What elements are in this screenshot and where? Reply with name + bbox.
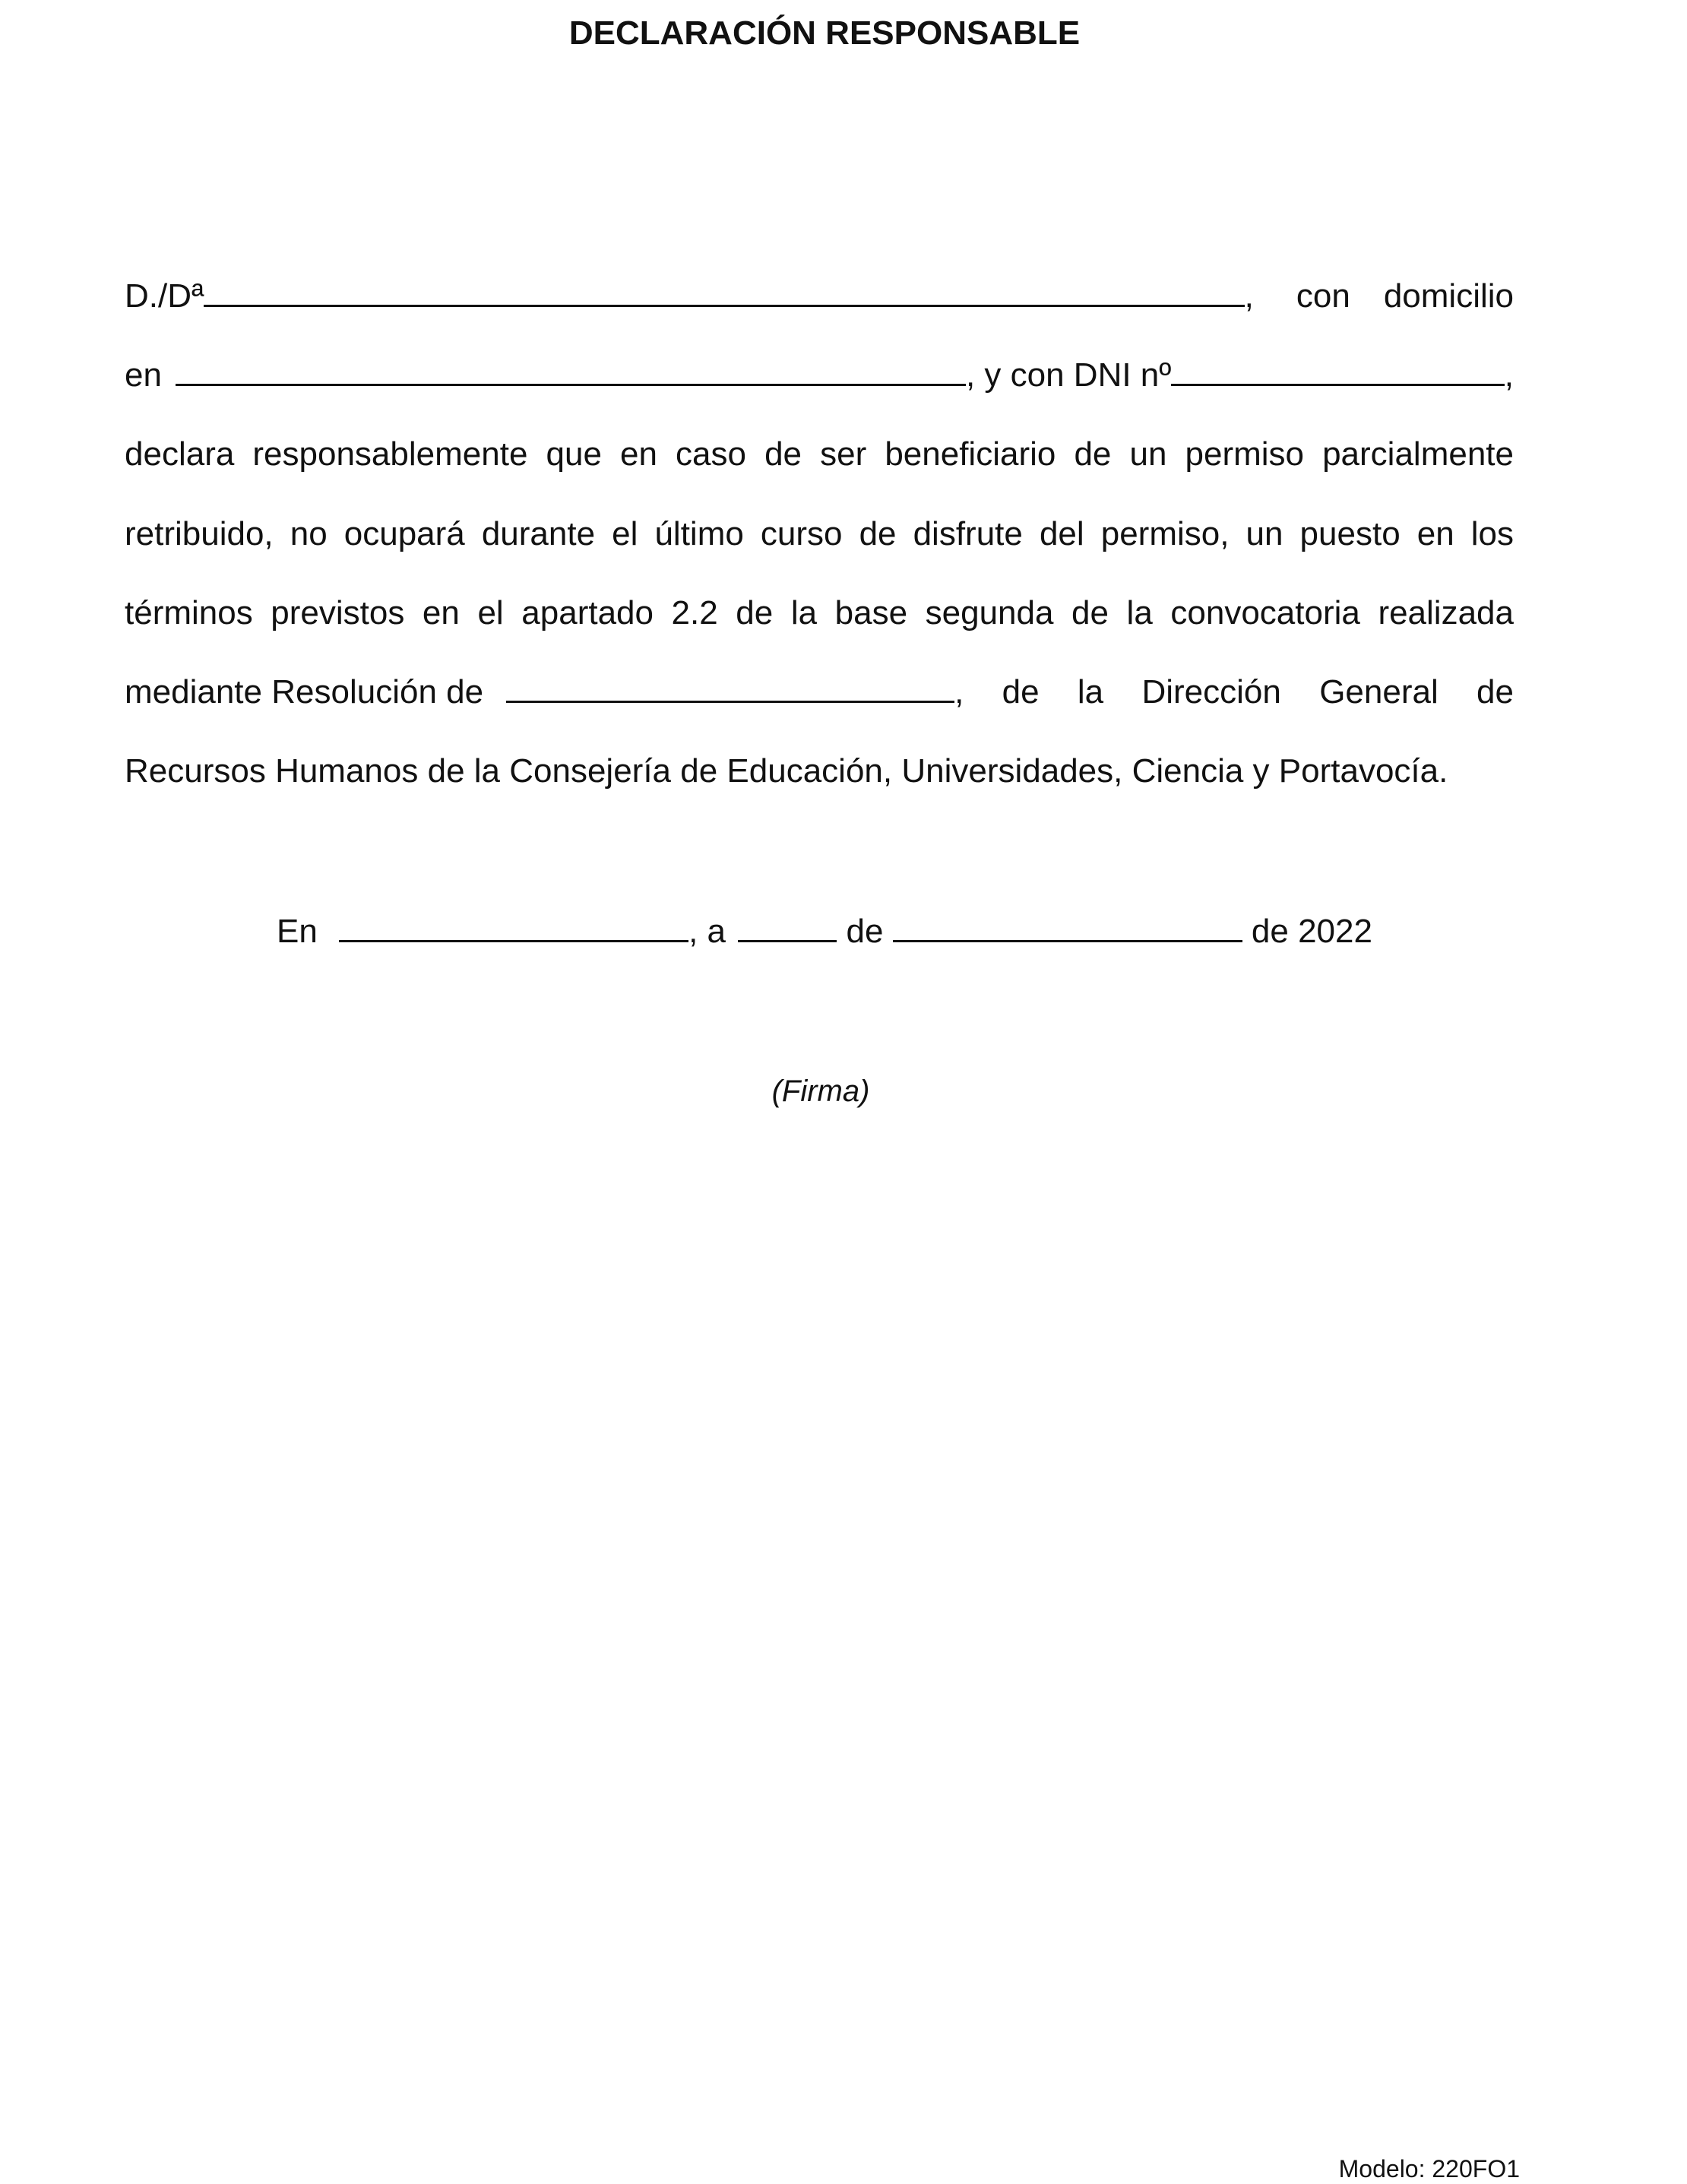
- place-field[interactable]: [339, 939, 688, 942]
- signature-label: (Firma): [771, 1075, 870, 1108]
- resolution-line: [125, 669, 1514, 715]
- resolution-date-field[interactable]: [506, 700, 954, 703]
- resolution-prefix: mediante Resolución de: [125, 673, 484, 711]
- document-title: DECLARACIÓN RESPONSABLE: [568, 14, 1081, 52]
- place-prefix: En: [277, 913, 318, 950]
- declaration-text-line-4: retribuido, no ocupará durante el último curso de disfrute del permiso, un puesto en los: [125, 515, 1514, 552]
- year-text: de 2022: [1251, 913, 1372, 950]
- model-code: Modelo: 220FO1: [1338, 2155, 1520, 2182]
- declaration-text-line-7: Recursos Humanos de la Consejería de Educación, Universidades, Ciencia y Portavocía.: [125, 752, 1448, 790]
- declarant-prefix: D./Dª: [125, 277, 204, 315]
- declaration-text-line-3: declara responsablemente que en caso de ser beneficiario de un permiso parcialmente: [125, 435, 1514, 473]
- resolution-suffix: , de la Dirección General de: [954, 673, 1514, 711]
- declarant-comma: ,: [1244, 277, 1254, 315]
- address-prefix: en: [125, 356, 162, 394]
- declarant-name-line: [125, 274, 1514, 319]
- month-label: de: [846, 913, 884, 950]
- con-text: con: [1296, 277, 1350, 315]
- dni-field[interactable]: [1171, 383, 1504, 386]
- month-field[interactable]: [893, 939, 1242, 942]
- day-label: , a: [688, 913, 726, 950]
- dni-comma: ,: [1504, 356, 1514, 394]
- declaration-text-line-5: términos previstos en el apartado 2.2 de la base segunda de la convocatoria realizada: [125, 594, 1514, 631]
- declarant-name-field[interactable]: [204, 304, 1244, 307]
- place-date-line: [0, 909, 1649, 954]
- day-field[interactable]: [738, 939, 837, 942]
- address-field[interactable]: [176, 383, 966, 386]
- domicilio-text: domicilio: [1383, 277, 1514, 315]
- address-dni-line: [125, 353, 1514, 398]
- dni-label: , y con DNI nº: [965, 356, 1172, 394]
